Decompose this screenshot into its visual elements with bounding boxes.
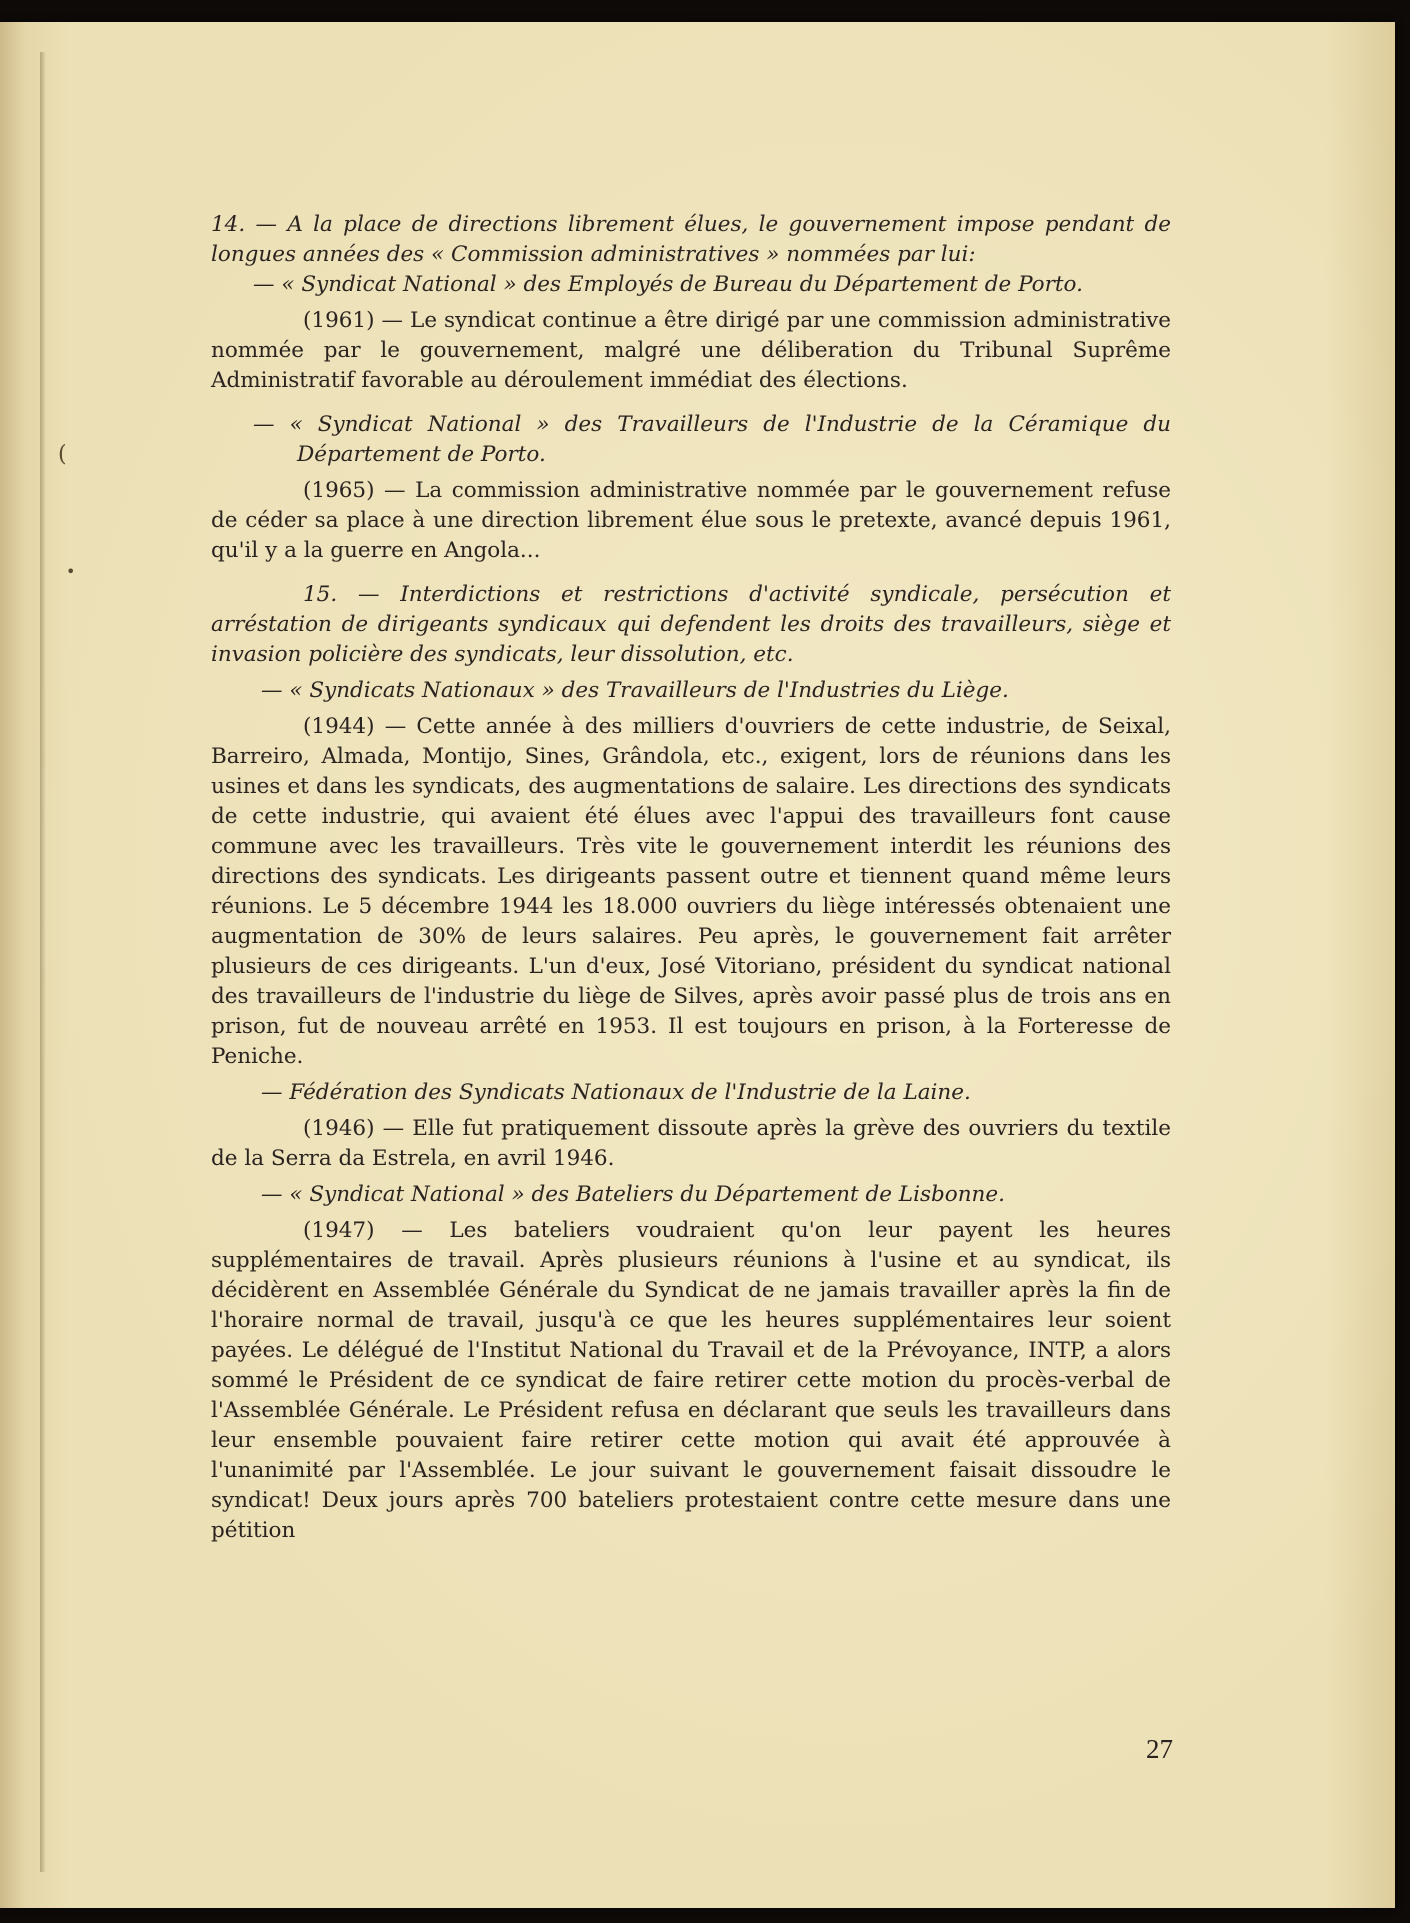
page-gutter <box>40 52 46 1872</box>
subsection-heading: — Fédération des Syndicats Nationaux de l'Industrie de la Laine. <box>261 1080 971 1105</box>
subsection-heading: — « Syndicat National » des Employés de Bureau du Département de Porto. <box>253 272 1083 297</box>
paragraph: (1947) — Les bateliers voudraient qu'on leur payent les heures supplémentaires de travail. Après plusieurs réunions à l'usine et au syndicat, ils décidèrent en Assemblée Générale du Syndicat de ne jamais travailler après la fin de l'horaire normal de travail, jusqu'à ce que les heures supplémentaires leur soient payées. Le délégué de l'Institut National du Travail et de la Prévoyance, INTP, a alors sommé le Président de ce syndicat de faire retirer cette motion du procès-verbal de l'Assemblée Générale. Le Président refusa en déclarant que seuls les travailleurs dans leur ensemble pouvaient faire retirer cette motion qui avait été approuvée à l'unanimité par l'Assemblée. Le jour suivant le gouvernement faisait dissoudre le syndicat! Deux jours après 700 bateliers protestaient contre cette mesure dans une pétition <box>211 1218 1171 1543</box>
paragraph-14-heading: 14. — A la place de directions librement élues, le gouvernement impose pendant de longues années des « Commission administratives » nommées par lui: <box>211 212 1171 267</box>
paragraph: (1946) — Elle fut pratiquement dissoute après la grève des ouvriers du textile de la Serra da Estrela, en avril 1946. <box>211 1116 1171 1171</box>
page-body <box>211 210 1171 1546</box>
paragraph-15-heading: 15. — Interdictions et restrictions d'activité syndicale, persécution et arréstation de dirigeants syndicaux qui defendent les droits des travailleurs, siège et invasion policière des syndicats, leur dissolution, etc. <box>211 582 1171 667</box>
subsection-heading: — « Syndicats Nationaux » des Travailleurs de l'Industries du Liège. <box>261 678 1009 703</box>
margin-mark: • <box>66 562 76 581</box>
paragraph: (1944) — Cette année à des milliers d'ouvriers de cette industrie, de Seixal, Barreiro, Almada, Montijo, Sines, Grândola, etc., exigent, lors de réunions dans les usines et dans les syndicats, des augmentations de salaire. Les directions des syndicats de cette industrie, qui avaient été élues avec l'appui des travailleurs font cause commune avec les travailleurs. Très vite le gouvernement interdit les réunions des directions des syndicats. Les dirigeants passent outre et tiennent quand même leurs réunions. Le 5 décembre 1944 les 18.000 ouvriers du liège intéressés obtenaient une augmentation de 30% de leurs salaires. Peu après, le gouvernement fait arrêter plusieurs de ces dirigeants. L'un d'eux, José Vitoriano, président du syndicat national des travailleurs de l'industrie du liège de Silves, après avoir passé plus de trois ans en prison, fut de nouveau arrêté en 1953. Il est toujours en prison, à la Forteresse de Peniche. <box>211 714 1171 1069</box>
subsection-heading: — « Syndicat National » des Bateliers du Département de Lisbonne. <box>261 1182 1005 1207</box>
subsection-heading: — « Syndicat National » des Travailleurs de l'Industrie de la Céramique du Département de Porto. <box>253 412 1171 467</box>
margin-mark: ( <box>58 442 67 467</box>
book-page <box>0 22 1395 1908</box>
paragraph: (1961) — Le syndicat continue a être dirigé par une commission administrative nommée par le gouvernement, malgré une déliberation du Tribunal Suprême Administratif favorable au déroulement immédiat des élections. <box>211 308 1171 393</box>
page-number: 27 <box>1146 1734 1173 1764</box>
paragraph: (1965) — La commission administrative nommée par le gouvernement refuse de céder sa place à une direction librement élue sous le pretexte, avancé depuis 1961, qu'il y a la guerre en Angola... <box>211 478 1171 563</box>
